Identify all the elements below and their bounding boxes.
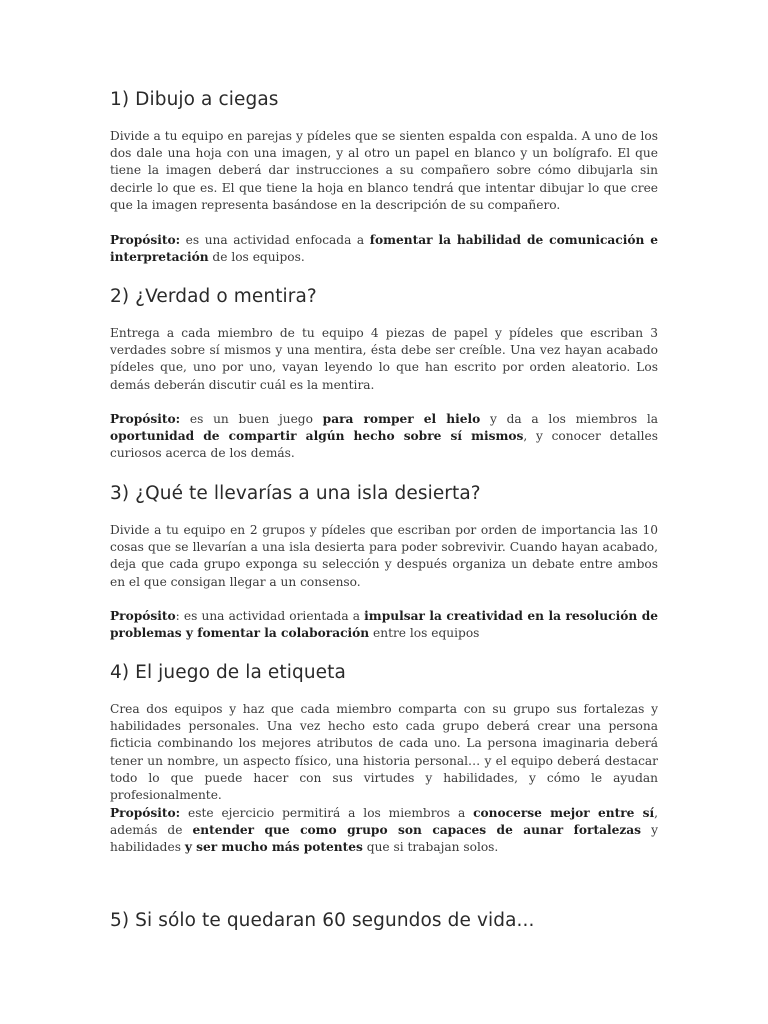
purpose-text: es un buen juego xyxy=(180,412,323,426)
purpose-label: Propósito xyxy=(110,609,176,623)
purpose-emphasis: impulsar la creatividad en la resolución de problemas y fomentar la colaboración xyxy=(110,609,658,641)
purpose-emphasis: conocerse mejor entre sí xyxy=(473,806,655,820)
purpose-emphasis: fomentar la habilidad de comunicación e interpretación xyxy=(110,233,658,265)
section-5-title: 5) Si sólo te quedaran 60 segundos de vida... xyxy=(110,910,535,931)
section-2-title: 2) ¿Verdad o mentira? xyxy=(110,286,317,307)
purpose-text: que si trabajan solos. xyxy=(362,840,499,855)
section-2-description: Entrega a cada miembro de tu equipo 4 piezas de papel y pídeles que escriban 3 verdades sobre sí mismos y una mentira, ésta debe ser creíble. Una vez hayan acabado pídeles que, uno por uno, vayan leyendo lo que han escrito por orden aleatorio. Los demás deberán discutir cuál es la mentira. xyxy=(110,326,658,392)
purpose-text: , además de xyxy=(110,806,658,838)
section-1-title: 1) Dibujo a ciegas xyxy=(110,89,279,110)
section-3-title: 3) ¿Qué te llevarías a una isla desierta? xyxy=(110,483,481,504)
section-1-purpose xyxy=(110,232,658,266)
section-3-purpose xyxy=(110,608,658,642)
purpose-emphasis: entender que como grupo son capaces de aunar fortalezas xyxy=(192,823,642,838)
section-4-description: Crea dos equipos y haz que cada miembro comparta con su grupo sus fortalezas y habilidades personales. Una vez hecho esto cada grupo deberá crear una persona ficticia combinando los mejores atributos de cada uno. La persona imaginaria deberá tener un nombre, un aspecto físico, una historia personal… y el equipo deberá destacar todo lo que puede hacer con sus virtudes y habilidades, y cómo le ayudan profesionalmente. xyxy=(110,702,658,803)
purpose-text: : es una actividad orientada a xyxy=(175,609,365,623)
purpose-emphasis: y ser mucho más potentes xyxy=(184,840,363,855)
purpose-emphasis: oportunidad de compartir algún hecho sobre sí mismos xyxy=(110,429,524,444)
section-2-purpose xyxy=(110,411,658,463)
purpose-text: entre los equipos xyxy=(369,626,480,641)
purpose-text: y habilidades xyxy=(110,823,658,855)
purpose-label: Propósito: xyxy=(110,806,181,820)
purpose-text: y da a los miembros la xyxy=(480,412,659,426)
purpose-label: Propósito: xyxy=(110,233,181,247)
purpose-emphasis: para romper el hielo xyxy=(322,412,481,426)
section-1-description: Divide a tu equipo en parejas y pídeles que se sienten espalda con espalda. A uno de los dos dale una hoja con una imagen, y al otro un papel en blanco y un bolígrafo. El que tiene la imagen deberá dar instrucciones a su compañero sobre cómo dibujarla sin decirle lo que es. El que tiene la hoja en blanco tendrá que intentar dibujar lo que cree que la imagen representa basándose en la descripción de su compañero. xyxy=(110,129,658,212)
section-4-title: 4) El juego de la etiqueta xyxy=(110,662,346,683)
purpose-text: de los equipos. xyxy=(208,250,305,265)
section-4-purpose xyxy=(110,805,658,857)
purpose-label: Propósito: xyxy=(110,412,181,426)
purpose-text: , y conocer detalles curiosos acerca de los demás. xyxy=(110,429,659,461)
purpose-text: este ejercicio permitirá a los miembros a xyxy=(180,806,474,820)
section-3-description: Divide a tu equipo en 2 grupos y pídeles que escriban por orden de importancia las 10 cosas que se llevarían a una isla desierta para poder sobrevivir. Cuando hayan acabado, deja que cada grupo exponga su selección y después organiza un debate entre ambos en el que consigan llegar a un consenso. xyxy=(110,523,658,589)
purpose-text: es una actividad enfocada a xyxy=(180,233,370,247)
